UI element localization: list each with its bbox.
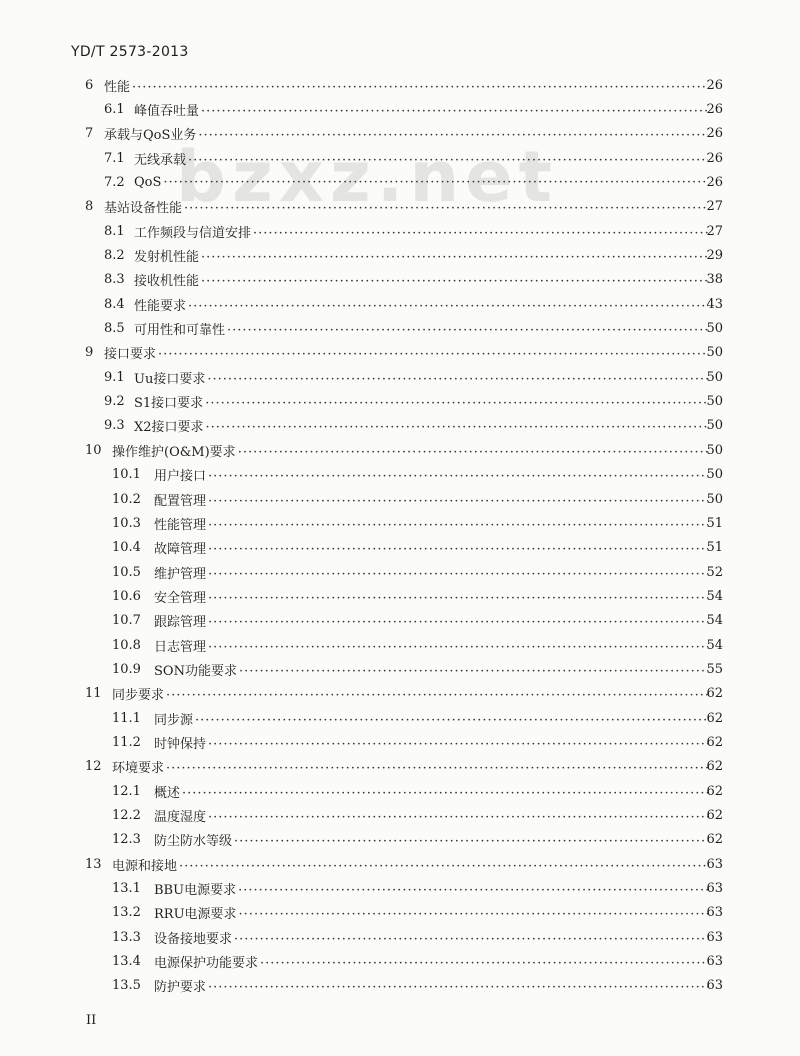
toc-entry-title-line [154,465,708,484]
toc-entry-title-line [134,295,708,314]
toc-entry-title: X2接口要求 [134,420,204,436]
toc-entry-title: 性能管理 [154,517,207,533]
toc-entry-number: 10.6 [112,588,141,604]
toc-entry[interactable] [0,316,800,340]
dot-leader [208,615,708,630]
toc-entry-number: 6.1 [104,102,125,118]
toc-entry[interactable] [0,97,800,121]
toc-entry-page: 51 [706,540,723,556]
toc-entry-page: 55 [706,661,723,677]
toc-entry-title-line [134,270,708,289]
toc-entry-number: 11 [85,686,102,702]
toc-entry-number: 8.5 [104,321,125,337]
toc-entry-number: 10.4 [112,540,141,556]
toc-entry-page: 26 [706,77,723,93]
toc-entry-title-line [154,928,708,947]
toc-entry-title: 日志管理 [154,639,207,655]
toc-entry[interactable] [0,219,800,243]
toc-entry-title: SON功能要求 [154,663,237,679]
toc-entry-title: 峰值吞吐量 [134,104,200,120]
toc-entry-title-line [134,100,708,119]
dot-leader [158,347,708,362]
toc-entry-page: 62 [706,759,723,775]
toc-entry-title: 维护管理 [154,566,207,582]
toc-entry-page: 62 [706,734,723,750]
toc-entry-number: 9.1 [104,369,125,385]
toc-entry-title: 工作频段与信道安排 [134,225,252,241]
toc-entry-title-line [154,830,708,849]
toc-entry[interactable] [0,779,800,803]
toc-entry-title: 温度湿度 [154,809,207,825]
toc-entry-title-line [134,319,708,338]
toc-entry-number: 10.3 [112,515,141,531]
dot-leader [234,834,708,849]
toc-entry[interactable] [0,706,800,730]
toc-entry-page: 38 [706,272,723,288]
toc-entry-title-line [134,368,708,387]
toc-entry-page: 51 [706,515,723,531]
toc-entry-title: 无线承载 [134,152,187,168]
toc-entry-title: 发射机性能 [134,250,200,266]
toc-entry-title-line [104,124,708,143]
toc-entry-number: 7.2 [104,175,125,191]
dot-leader [239,907,708,922]
toc-entry-page: 62 [706,783,723,799]
toc-entry-number: 13 [85,856,102,872]
toc-entry[interactable] [0,974,800,998]
toc-entry-number: 8.3 [104,272,125,288]
toc-entry-title: 概述 [154,785,181,801]
toc-entry-page: 26 [706,150,723,166]
toc-entry-number: 12.3 [112,832,141,848]
toc-entry-number: 9.2 [104,394,125,410]
toc-entry-number: 10.9 [112,661,141,677]
toc-entry-page: 26 [706,126,723,142]
toc-entry-title-line [154,514,708,533]
toc-entry-number: 10.5 [112,564,141,580]
dot-leader [188,153,708,168]
toc-entry-title: 故障管理 [154,542,207,558]
toc-entry-number: 8.2 [104,248,125,264]
toc-entry-title-line [104,76,708,95]
toc-entry[interactable] [0,828,800,852]
toc-entry-number: 13.4 [112,954,141,970]
toc-entry-title: 基站设备性能 [104,201,183,217]
toc-entry-page: 63 [706,978,723,994]
watermark: bzxz.net [176,136,559,218]
dot-leader [163,175,708,190]
dot-leader [205,396,708,411]
dot-leader [238,883,708,898]
toc-entry-title-line [154,976,708,995]
toc-entry-page: 26 [706,175,723,191]
toc-entry-title-line [112,441,708,460]
toc-entry[interactable] [0,730,800,754]
toc-entry[interactable] [0,609,800,633]
dot-leader [208,494,708,509]
toc-entry-number: 13.5 [112,978,141,994]
toc-entry-number: 12.2 [112,807,141,823]
toc-entry-number: 10.8 [112,637,141,653]
toc-entry-number: 13.2 [112,905,141,921]
toc-entry-page: 50 [706,491,723,507]
dot-leader [166,761,708,776]
dot-leader [207,372,708,387]
dot-leader [227,323,708,338]
dot-leader [234,932,708,947]
toc-entry[interactable] [0,803,800,827]
toc-entry-title: 接口要求 [104,347,157,363]
toc-entry-title-line [104,197,708,216]
toc-entry[interactable] [0,876,800,900]
toc-entry-title-line [134,392,708,411]
toc-entry-title: QoS [134,175,162,191]
toc-entry-title: 用户接口 [154,469,207,485]
toc-entry[interactable] [0,511,800,535]
dot-leader [206,420,708,435]
dot-leader [195,713,708,728]
toc-entry[interactable] [0,633,800,657]
toc-entry-page: 54 [706,613,723,629]
toc-entry[interactable] [0,73,800,97]
toc-entry-number: 13.3 [112,929,141,945]
toc-entry-title: BBU电源要求 [154,883,237,899]
toc-entry-number: 13.1 [112,881,141,897]
dot-leader [208,542,708,557]
toc-entry-title: 同步要求 [112,688,165,704]
toc-entry-title: 环境要求 [112,761,165,777]
toc-entry-number: 12.1 [112,783,141,799]
toc-entry-page: 43 [706,296,723,312]
toc-entry[interactable] [0,949,800,973]
toc-entry-title: Uu接口要求 [134,371,206,387]
toc-entry-title: 电源保护功能要求 [154,956,259,972]
toc-entry-title-line [134,149,708,168]
dot-leader [238,445,708,460]
dot-leader [260,956,708,971]
toc-entry[interactable] [0,438,800,462]
toc-entry-page: 50 [706,394,723,410]
toc-entry-title-line [154,879,708,898]
toc-entry-page: 27 [706,199,723,215]
toc-entry[interactable] [0,487,800,511]
dot-leader [132,80,708,95]
toc-entry-page: 50 [706,418,723,434]
toc-entry[interactable] [0,584,800,608]
dot-leader [184,201,708,216]
toc-entry-title-line [154,587,708,606]
dot-leader [239,664,708,679]
toc-entry[interactable] [0,195,800,219]
toc-entry-title: 跟踪管理 [154,615,207,631]
toc-entry-title: 可用性和可靠性 [134,323,226,339]
page-number: II [86,1013,97,1028]
toc-entry-title-line [112,757,708,776]
toc-entry-title: S1接口要求 [134,396,204,412]
toc-entry-number: 8.1 [104,223,125,239]
toc-entry-page: 63 [706,929,723,945]
toc-entry-title: 性能 [104,79,131,95]
toc-entry-number: 10.2 [112,491,141,507]
toc-entry-page: 63 [706,856,723,872]
toc-entry-number: 11.2 [112,734,141,750]
toc-entry[interactable] [0,341,800,365]
toc-entry-title: RRU电源要求 [154,907,237,923]
toc-entry[interactable] [0,560,800,584]
toc-entry-page: 62 [706,832,723,848]
toc-entry-page: 54 [706,637,723,653]
toc-entry-title-line [154,660,708,679]
dot-leader [182,786,708,801]
toc-entry-page: 52 [706,564,723,580]
toc-entry-page: 50 [706,369,723,385]
toc-entry-title: 接收机性能 [134,274,200,290]
toc-entry-title-line [134,416,708,435]
toc-entry-page: 54 [706,588,723,604]
toc-entry-title: 防护要求 [154,980,207,996]
toc-entry-title: 防尘防水等级 [154,834,233,850]
toc-entry[interactable] [0,925,800,949]
toc-entry-title: 承载与QoS业务 [104,128,197,144]
toc-entry[interactable] [0,682,800,706]
toc-entry[interactable] [0,414,800,438]
toc-entry-number: 7 [85,126,94,142]
toc-entry-page: 63 [706,881,723,897]
toc-entry-number: 6 [85,77,94,93]
toc-entry-page: 50 [706,467,723,483]
toc-entry-title-line [154,611,708,630]
toc-entry-title-line [154,538,708,557]
toc-entry[interactable] [0,389,800,413]
toc-entry-title-line [154,563,708,582]
toc-entry[interactable] [0,852,800,876]
toc-entry-title-line [154,903,708,922]
toc-entry[interactable] [0,657,800,681]
toc-entry[interactable] [0,243,800,267]
toc-entry[interactable] [0,170,800,194]
dot-leader [166,688,708,703]
toc-entry-page: 62 [706,710,723,726]
toc-entry-title: 配置管理 [154,493,207,509]
toc-entry-title: 时钟保持 [154,736,207,752]
table-of-contents [0,73,800,998]
dot-leader [188,299,708,314]
toc-entry[interactable] [0,292,800,316]
toc-entry[interactable] [0,463,800,487]
toc-entry-number: 7.1 [104,150,125,166]
toc-entry-title-line [154,952,708,971]
dot-leader [208,640,708,655]
toc-entry[interactable] [0,365,800,389]
toc-entry[interactable] [0,268,800,292]
dot-leader [201,104,708,119]
toc-entry-number: 8 [85,199,94,215]
toc-entry[interactable] [0,755,800,779]
toc-entry-title-line [154,733,708,752]
toc-entry-title-line [104,343,708,362]
toc-entry-title: 同步源 [154,712,194,728]
toc-entry-number: 10.7 [112,613,141,629]
toc-entry-page: 62 [706,686,723,702]
toc-entry-page: 63 [706,954,723,970]
toc-entry-number: 10.1 [112,467,141,483]
dot-leader [208,591,708,606]
dot-leader [253,226,708,241]
toc-entry-title: 操作维护(O&M)要求 [112,444,236,460]
toc-entry-page: 50 [706,345,723,361]
toc-entry[interactable] [0,536,800,560]
toc-entry-page: 63 [706,905,723,921]
toc-entry-number: 11.1 [112,710,141,726]
toc-entry-title-line [154,490,708,509]
toc-entry-number: 8.4 [104,296,125,312]
dot-leader [208,469,708,484]
toc-entry-title: 安全管理 [154,590,207,606]
toc-entry-title: 设备接地要求 [154,931,233,947]
toc-entry-title-line [154,636,708,655]
toc-entry-number: 12 [85,759,102,775]
toc-entry-title-line [154,709,708,728]
toc-entry[interactable] [0,901,800,925]
dot-leader [179,859,708,874]
toc-entry-page: 26 [706,102,723,118]
toc-entry-title: 电源和接地 [112,858,178,874]
toc-entry-page: 29 [706,248,723,264]
toc-entry-page: 62 [706,807,723,823]
dot-leader [198,128,708,143]
toc-entry-page: 50 [706,442,723,458]
dot-leader [208,810,708,825]
toc-entry-page: 27 [706,223,723,239]
document-header: YD/T 2573-2013 [71,44,189,60]
toc-entry-title-line [112,684,708,703]
dot-leader [201,274,708,289]
toc-entry-title-line [134,222,708,241]
toc-entry-page: 50 [706,321,723,337]
dot-leader [208,567,708,582]
toc-entry-title-line [134,175,708,190]
toc-entry-title-line [112,855,708,874]
dot-leader [208,980,708,995]
toc-entry-number: 9 [85,345,94,361]
dot-leader [208,737,708,752]
toc-entry[interactable] [0,122,800,146]
dot-leader [208,518,708,533]
toc-entry-title: 性能要求 [134,298,187,314]
dot-leader [201,250,708,265]
toc-entry-number: 9.3 [104,418,125,434]
toc-entry-title-line [154,782,708,801]
toc-entry-title-line [154,806,708,825]
toc-entry[interactable] [0,146,800,170]
toc-entry-number: 10 [85,442,102,458]
toc-entry-title-line [134,246,708,265]
